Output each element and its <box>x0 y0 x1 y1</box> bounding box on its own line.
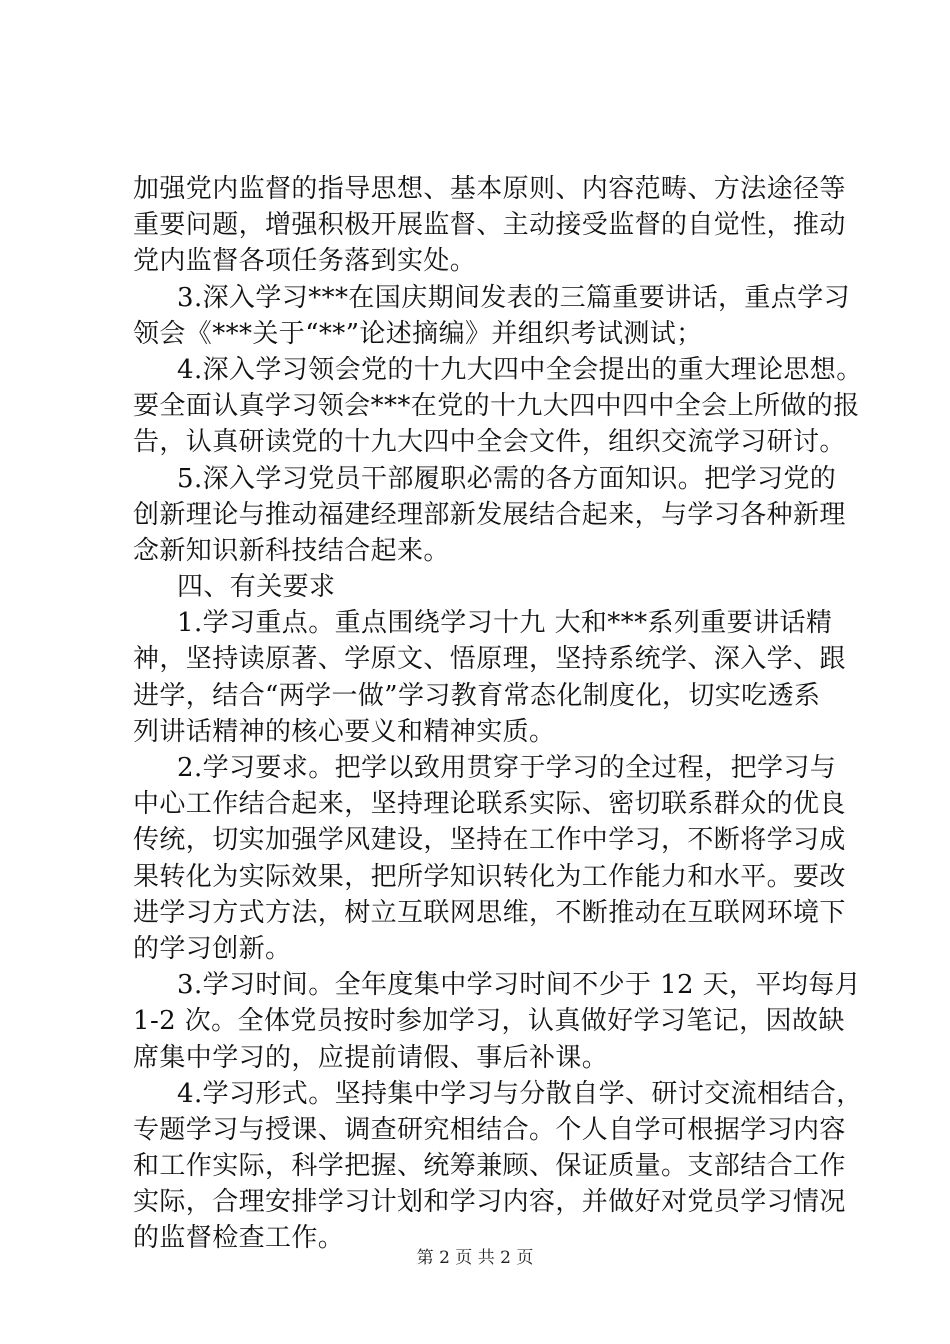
document-body <box>133 171 863 1257</box>
text-line: 的监督检查工作。 <box>133 1223 345 1254</box>
text-line: 席集中学习的，应提前请假、事后补课。 <box>133 1042 609 1073</box>
text-line: 加强党内监督的指导思想、基本原则、内容范畴、方法途径等 <box>133 174 846 204</box>
text-line: 4.深入学习领会党的十九大四中全会提出的重大理论思想。 <box>177 354 863 385</box>
text-line: 专题学习与授课、调查研究相结合。个人自学可根据学习内容 <box>133 1114 846 1145</box>
text-line: 重要问题，增强积极开展监督、主动接受监督的自觉性，推动 <box>133 210 846 241</box>
text-line: 四、有关要求 <box>177 572 336 603</box>
text-line: 果转化为实际效果，把所学知识转化为工作能力和水平。要改 <box>133 861 846 892</box>
text-line: 1-2 次。全体党员按时参加学习，认真做好学习笔记，因故缺 <box>133 1006 845 1037</box>
text-line: 的学习创新。 <box>133 933 292 964</box>
text-line: 进学习方式方法，树立互联网思维，不断推动在互联网环境下 <box>133 897 846 928</box>
text-line: 实际，合理安排学习计划和学习内容，并做好对党员学习情况 <box>133 1187 846 1218</box>
text-line: 5.深入学习党员干部履职必需的各方面知识。把学习党的 <box>177 463 837 494</box>
text-line: 创新理论与推动福建经理部新发展结合起来，与学习各种新理 <box>133 499 846 530</box>
text-line: 领会《***关于“**”论述摘编》并组织考试测试； <box>133 318 703 349</box>
text-line: 列讲话精神的核心要义和精神实质。 <box>133 716 556 747</box>
text-line: 和工作实际，科学把握、统筹兼顾、保证质量。支部结合工作 <box>133 1151 846 1182</box>
text-line: 神，坚持读原著、学原文、悟原理，坚持系统学、深入学、跟 <box>133 644 846 675</box>
page-footer: 第 2 页 共 2 页 <box>416 1248 534 1268</box>
text-line: 中心工作结合起来，坚持理论联系实际、密切联系群众的优良 <box>133 789 846 820</box>
text-line: 念新知识新科技结合起来。 <box>133 535 450 566</box>
text-line: 3.学习时间。全年度集中学习时间不少于 12 天，平均每月 <box>177 970 862 1001</box>
text-line: 传统，切实加强学风建设，坚持在工作中学习，不断将学习成 <box>133 825 846 856</box>
text-line: 4.学习形式。坚持集中学习与分散自学、研讨交流相结合， <box>177 1078 863 1109</box>
text-line: 3.深入学习***在国庆期间发表的三篇重要讲话，重点学习 <box>177 282 851 313</box>
text-line: 1.学习重点。重点围绕学习十九 大和***系列重要讲话精 <box>177 608 833 639</box>
text-line: 党内监督各项任务落到实处。 <box>133 246 477 277</box>
text-line: 要全面认真学习领会***在党的十九大四中四中全会上所做的报 <box>133 391 860 422</box>
text-line: 2.学习要求。把学以致用贯穿于学习的全过程，把学习与 <box>177 753 837 783</box>
text-line: 告，认真研读党的十九大四中全会文件，组织交流学习研讨。 <box>133 427 846 458</box>
text-line: 进学，结合“两学一做”学习教育常态化制度化，切实吃透系 <box>133 680 821 711</box>
